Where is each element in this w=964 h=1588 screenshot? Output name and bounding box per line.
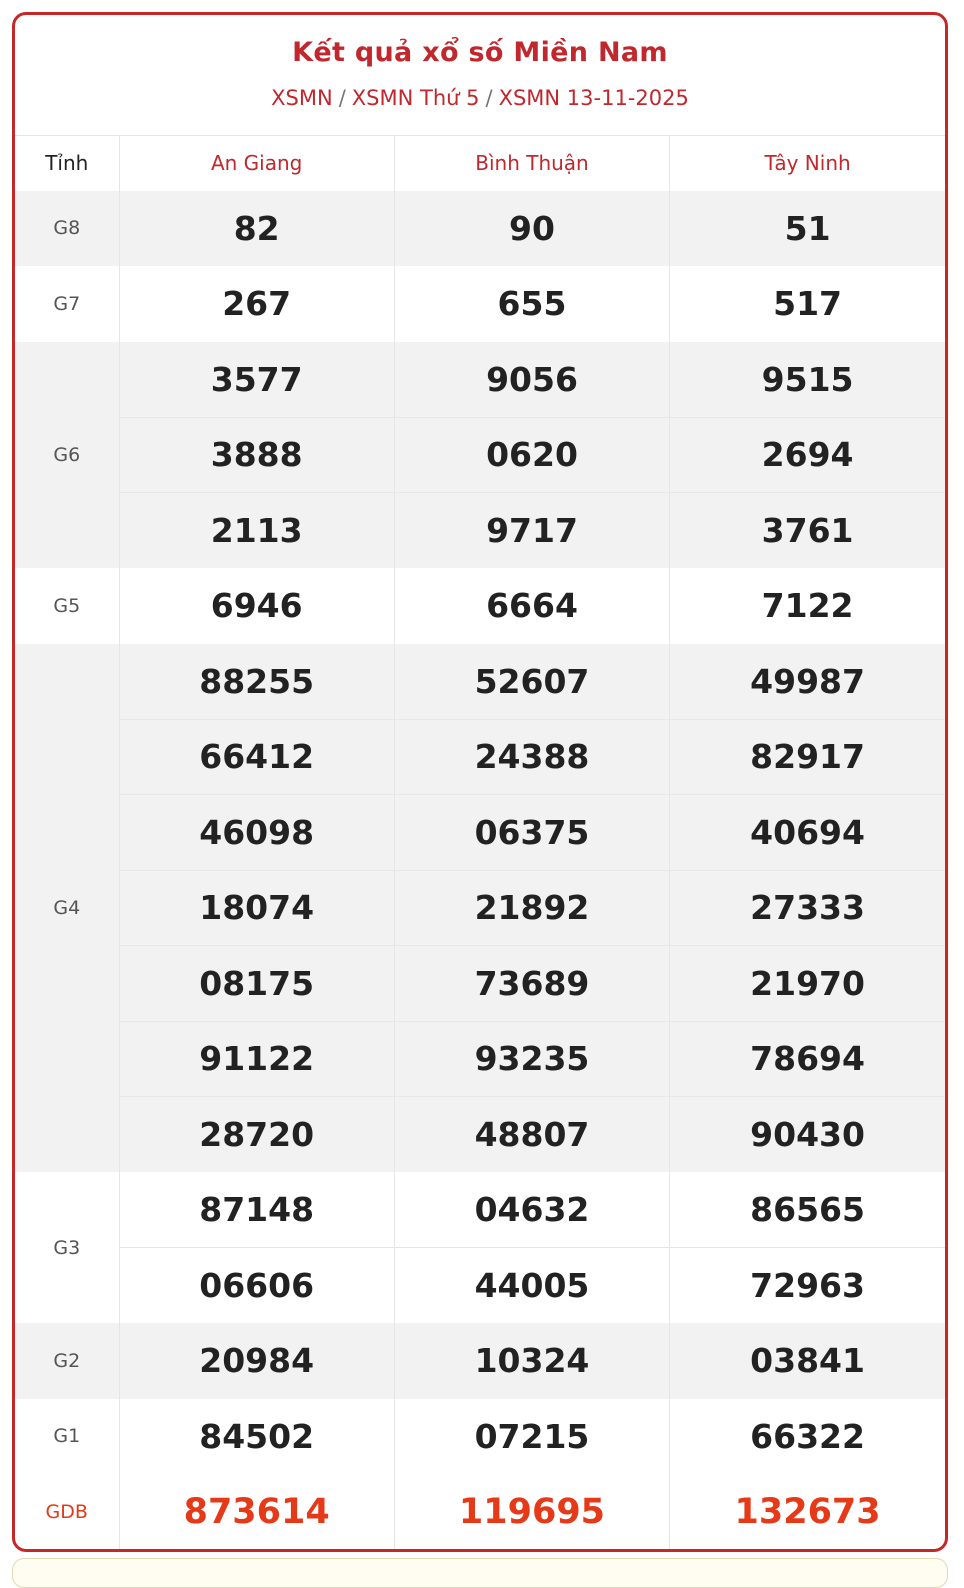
prize-number: 07215 [394, 1399, 669, 1475]
prize-row-g3 [15, 1248, 945, 1324]
prize-number: 21892 [394, 870, 669, 946]
prize-row-g4 [15, 644, 945, 720]
prize-number: 86565 [670, 1172, 945, 1248]
prize-number: 21970 [670, 946, 945, 1022]
prize-number: 517 [670, 266, 945, 342]
prize-number: 82917 [670, 719, 945, 795]
prize-row-g2 [15, 1323, 945, 1399]
prize-row-g6 [15, 493, 945, 569]
prize-number: 3761 [670, 493, 945, 569]
prize-number: 90430 [670, 1097, 945, 1173]
prize-row-g1 [15, 1399, 945, 1475]
prize-row-g7 [15, 266, 945, 342]
prize-number: 655 [394, 266, 669, 342]
prize-number: 7122 [670, 568, 945, 644]
prize-row-g4 [15, 1021, 945, 1097]
prize-number: 06375 [394, 795, 669, 871]
prize-label: G4 [15, 644, 119, 1173]
prize-row-g4 [15, 719, 945, 795]
prize-number: 49987 [670, 644, 945, 720]
prize-number: 267 [119, 266, 394, 342]
province-binh-thuan[interactable]: Bình Thuận [394, 136, 669, 191]
prize-label: G8 [15, 191, 119, 267]
results-header [15, 15, 945, 135]
prize-number: 24388 [394, 719, 669, 795]
prize-number: 72963 [670, 1248, 945, 1324]
prize-row-g4 [15, 1097, 945, 1173]
prize-number: 9717 [394, 493, 669, 569]
prize-number: 3888 [119, 417, 394, 493]
prize-number: 119695 [394, 1474, 669, 1550]
results-table [15, 135, 945, 1550]
prize-number: 6664 [394, 568, 669, 644]
prize-number: 78694 [670, 1021, 945, 1097]
prize-label: G2 [15, 1323, 119, 1399]
prize-number: 9515 [670, 342, 945, 418]
prize-number: 40694 [670, 795, 945, 871]
prize-number: 88255 [119, 644, 394, 720]
province-column-header: Tỉnh [15, 136, 119, 191]
prize-number: 46098 [119, 795, 394, 871]
prize-number: 44005 [394, 1248, 669, 1324]
prize-number: 0620 [394, 417, 669, 493]
prize-row-g6 [15, 342, 945, 418]
prize-number: 18074 [119, 870, 394, 946]
next-section-strip [12, 1558, 948, 1588]
prize-label: G1 [53, 1425, 81, 1448]
prize-number: 9056 [394, 342, 669, 418]
prize-number: 73689 [394, 946, 669, 1022]
prize-number: 03841 [670, 1323, 945, 1399]
breadcrumb-link-weekday[interactable]: XSMN Thứ 5 [351, 86, 480, 110]
prize-number: 132673 [670, 1474, 945, 1550]
breadcrumb-link-date[interactable]: XSMN 13-11-2025 [498, 86, 689, 110]
table-header-row [15, 136, 945, 191]
prize-row-g3 [15, 1172, 945, 1248]
prize-row-g4 [15, 946, 945, 1022]
page-title: Kết quả xổ số Miền Nam [292, 37, 668, 68]
prize-label: G5 [53, 594, 81, 617]
prize-number: 20984 [119, 1323, 394, 1399]
prize-number: 06606 [119, 1248, 394, 1324]
breadcrumb [15, 86, 945, 110]
prize-row-g4 [15, 870, 945, 946]
prize-row-g8 [15, 191, 945, 267]
prize-number: 93235 [394, 1021, 669, 1097]
prize-row-g6 [15, 417, 945, 493]
prize-number: 2694 [670, 417, 945, 493]
breadcrumb-link-xsmn[interactable]: XSMN [271, 86, 333, 110]
prize-number: 90 [394, 191, 669, 267]
breadcrumb-separator: / [338, 86, 346, 110]
prize-number: 2113 [119, 493, 394, 569]
prize-number: 28720 [119, 1097, 394, 1173]
prize-number: 04632 [394, 1172, 669, 1248]
prize-number: 10324 [394, 1323, 669, 1399]
lottery-results-card [12, 12, 948, 1552]
prize-row-g4 [15, 795, 945, 871]
prize-label: G6 [15, 342, 119, 569]
prize-number: 66322 [670, 1399, 945, 1475]
breadcrumb-separator: / [485, 86, 493, 110]
prize-row-g5 [15, 568, 945, 644]
prize-row-gdb [15, 1474, 945, 1550]
prize-number: 66412 [119, 719, 394, 795]
prize-number: 27333 [670, 870, 945, 946]
prize-number: 52607 [394, 644, 669, 720]
prize-label: G3 [53, 1236, 81, 1259]
prize-number: 08175 [119, 946, 394, 1022]
province-tay-ninh[interactable]: Tây Ninh [670, 136, 945, 191]
prize-number: 48807 [394, 1097, 669, 1173]
prize-number: 84502 [119, 1399, 394, 1475]
prize-number: 91122 [119, 1021, 394, 1097]
prize-number: 3577 [119, 342, 394, 418]
prize-label: G7 [53, 292, 81, 315]
prize-number: 6946 [119, 568, 394, 644]
prize-label: GDB [45, 1500, 88, 1523]
prize-number: 82 [119, 191, 394, 267]
prize-number: 87148 [119, 1172, 394, 1248]
province-an-giang[interactable]: An Giang [119, 136, 394, 191]
prize-number: 873614 [119, 1474, 394, 1550]
prize-number: 51 [670, 191, 945, 267]
